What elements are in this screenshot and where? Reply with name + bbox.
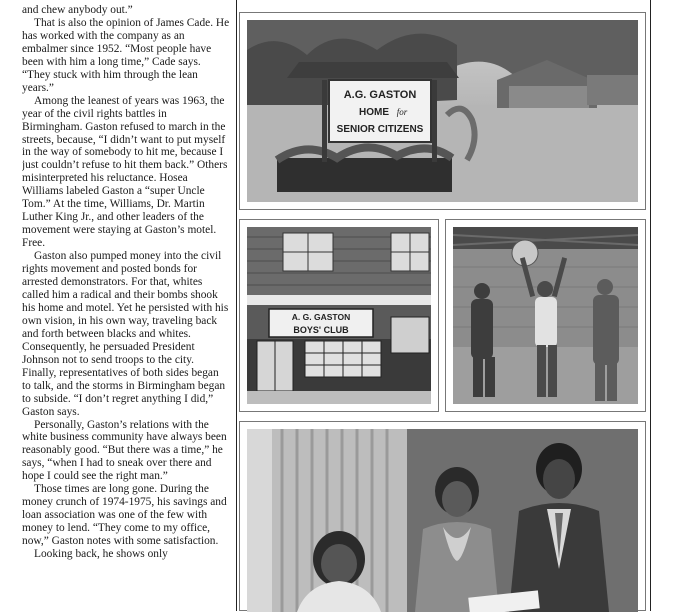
photo-office-meeting [239, 421, 646, 611]
photo-senior-home [239, 12, 646, 210]
home-sign-line2: HOME [359, 107, 389, 118]
boys-club-photo-image [247, 227, 431, 404]
home-sign-line1: A.G. GASTON [343, 89, 417, 101]
boys-club-sign-line1: A. G. GASTON [291, 312, 351, 322]
senior-home-photo-image [247, 20, 638, 202]
planter-box [277, 158, 452, 192]
article-paragraph: Looking back, he shows only [34, 548, 168, 561]
column-divider-right [650, 0, 651, 611]
article-paragraph: Gaston also pumped money into the civil rights movement and posted bonds for arrested demonstrators. For that, whites called him a radical and their bombs shook his home and motel. Yet he persisted with his own vision, in his own way, traveling back and forth between blacks and whites. Consequently, he persuaded President Johnson not to send troops to the city. Finally, representatives of both sides began to talk, and the storms in Birmingham began to subside. “I don’t regret anything I did,” Gaston says. [22, 250, 229, 418]
gym-photo-image [453, 227, 638, 404]
article-paragraph: Personally, Gaston’s relations with the white business community have always been reasonably good. “But there was a time,” he says, “when I had to sneak over there and hope I could see the right man.” [22, 418, 227, 483]
boys-club-sign-line2: BOYS' CLUB [293, 325, 349, 335]
column-divider-left [236, 0, 237, 611]
article-paragraph: That is also the opinion of James Cade. He has worked with the company as an embalmer since 1952. “Most people have been with him a long time,” Cade says. “They stuck with him through the lean years.” [22, 16, 230, 94]
article-paragraph: and chew anybody out.” [22, 4, 133, 16]
article-text-column [22, 4, 230, 611]
home-sign-line2b: for [396, 107, 408, 117]
photo-boys-club [239, 219, 439, 412]
article-paragraph: Those times are long gone. During the money crunch of 1974-1975, his savings and loan association was one of the few with money to lend. “They come to my office, now,” Gaston notes with some satisfaction. [22, 483, 227, 548]
photo-gym-basketball [445, 219, 646, 412]
office-photo-image [247, 429, 638, 612]
home-sign-line3: SENIOR CITIZENS [336, 124, 424, 135]
article-paragraph: Among the leanest of years was 1963, the year of the civil rights battles in Birmingham. Gaston refused to march in the streets, because, “I didn’t want to put myself in the way of somebody to hit me, because I just couldn’t refuse to hit them back.” Others misinterpreted his reluctance. Hosea Williams labeled Gaston a “super Uncle Tom.” At the time, Williams, Dr. Martin Luther King Jr., and other leaders of the movement were staying at Gaston’s motel. Free. [22, 94, 228, 250]
